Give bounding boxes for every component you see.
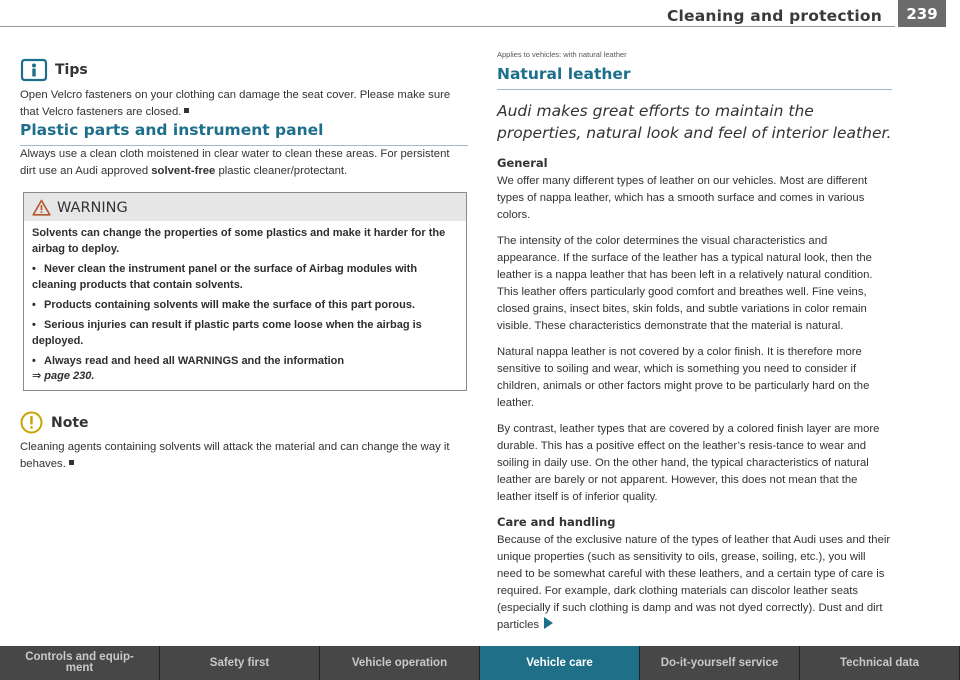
paragraph: Natural nappa leather is not covered by a color finish. It is therefore more sensitive to soiling and wear, which is something you need to consider if children, animals or other factors might prove to be particularly hard on the leather. xyxy=(497,346,870,409)
natural-leather-heading: Natural leather xyxy=(497,65,892,90)
warning-bullet: • Never clean the instrument panel or the surface of Airbag modules with cleaning products that contain solvents. xyxy=(32,261,458,293)
note-title: Note xyxy=(51,414,89,431)
plastic-heading: Plastic parts and instrument panel xyxy=(20,121,468,146)
paragraph: We offer many different types of leather on our vehicles. Most are different types of nappa leather, which has a smooth surface and comes in various colors. xyxy=(497,175,868,221)
general-heading: General xyxy=(497,156,548,170)
paragraph: The intensity of the color determines the visual characteristics and appearance. If the surface of the leather has a typical natural look, then the leather is a nappa leather that has been left in a relatively natural condition. This leather offers particularly good comfort and breathes well. Fine veins, closed grains, insect bites, skin folds, and subtle variations in color remain visible. These characteristics demonstrate that the material is natural. xyxy=(497,235,873,332)
footer-tab-safety[interactable]: Safety first xyxy=(160,646,320,680)
warning-body xyxy=(24,221,466,390)
end-mark xyxy=(184,108,189,113)
warning-bullet: • Always read and heed all WARNINGS and the information xyxy=(32,353,458,369)
lead-text: Audi makes great efforts to maintain the properties, natural look and feel of interior leather. xyxy=(497,102,892,142)
header-rule xyxy=(0,26,895,27)
continue-arrow-icon xyxy=(544,617,553,629)
applies-to: Applies to vehicles: with natural leather xyxy=(497,50,627,59)
tips-header xyxy=(20,58,468,82)
tips-title: Tips xyxy=(55,62,88,78)
warning-title: WARNING xyxy=(57,199,128,216)
end-mark xyxy=(69,460,74,465)
note-text: Cleaning agents containing solvents will attack the material and can change the way it behaves. xyxy=(20,441,450,470)
care-text: Because of the exclusive nature of the types of leather that Audi uses and their unique properties (such as sensitivity to oils, grease, soiling, etc.), you will need to be somewhat careful with these leathers, and a certain type of care is required. For example, dark clothing materials can discolor leather seats (especially if such clothing is damp and was not dyed correctly). Dust and dirt particles xyxy=(497,534,891,631)
exclamation-circle-icon xyxy=(20,411,43,434)
page-number: 239 xyxy=(898,0,946,27)
warning-box xyxy=(23,192,467,391)
footer-tab-diy-service[interactable]: Do-it-yourself service xyxy=(640,646,800,680)
plastic-text: Always use a clean cloth moistened in clear water to clean these areas. For persistent dirt use an Audi approved solvent-free plastic cleaner/protectant. xyxy=(20,148,450,177)
footer-nav xyxy=(0,646,960,680)
warning-intro: Solvents can change the properties of some plastics and make it harder for the airbag to deploy. xyxy=(32,227,446,255)
note-header xyxy=(20,411,468,434)
right-column xyxy=(497,50,892,634)
left-column xyxy=(20,58,468,473)
care-heading: Care and handling xyxy=(497,515,616,529)
warning-triangle-icon xyxy=(32,199,51,216)
info-icon xyxy=(20,58,48,82)
warning-bullet: • Products containing solvents will make the surface of this part porous. xyxy=(32,297,458,313)
footer-tab-vehicle-operation[interactable]: Vehicle operation xyxy=(320,646,480,680)
warning-bullet: • Serious injuries can result if plastic parts come loose when the airbag is deployed. xyxy=(32,317,458,349)
footer-tab-vehicle-care[interactable]: Vehicle care xyxy=(480,646,640,680)
tips-text: Open Velcro fasteners on your clothing can damage the seat cover. Please make sure that Velcro fasteners are closed. xyxy=(20,89,451,118)
warning-header xyxy=(24,193,466,221)
page-reference-link[interactable]: ⇒ page 230. xyxy=(32,370,95,382)
paragraph: By contrast, leather types that are covered by a colored finish layer are more durable. This has a positive effect on the leather’s resis-tance to wear and soiling in daily use. On the other hand, the typical characteristics of natural leather are barely or not apparent. However, this does not mean that the leather itself is of inferior quality. xyxy=(497,423,880,503)
page-title: Cleaning and protection xyxy=(666,7,882,25)
footer-tab-controls[interactable]: Controls and equip- ment xyxy=(0,646,160,680)
footer-tab-technical-data[interactable]: Technical data xyxy=(800,646,960,680)
